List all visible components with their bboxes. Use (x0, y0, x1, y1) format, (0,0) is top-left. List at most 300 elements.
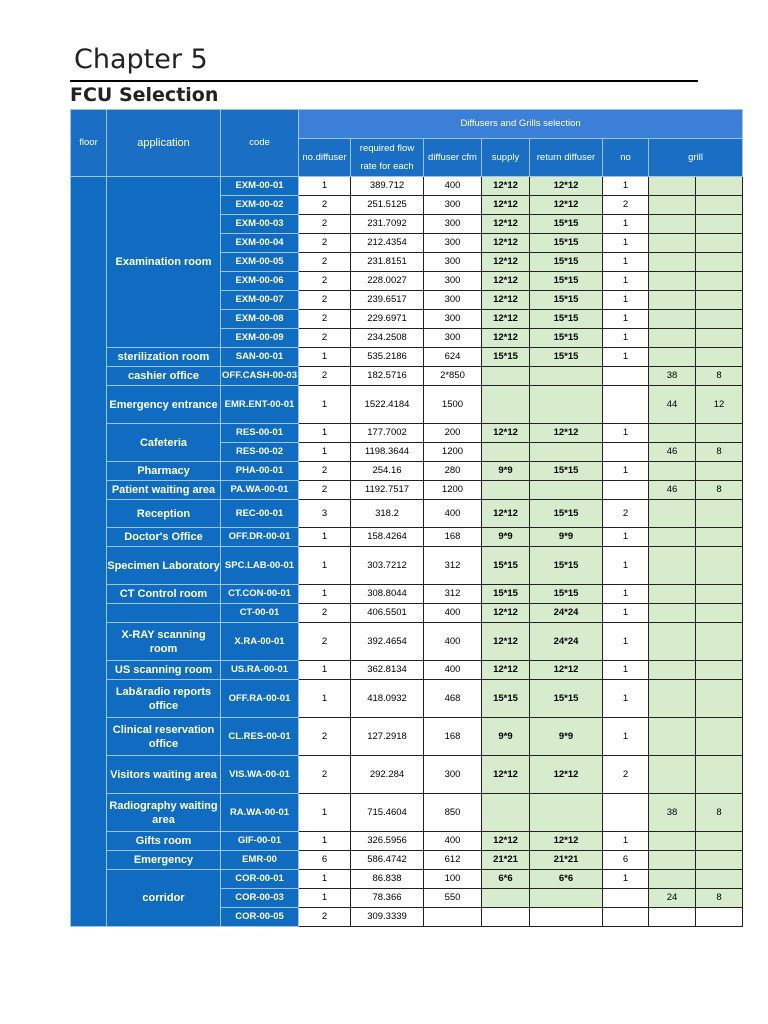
code-cell: EMR-00 (221, 851, 299, 870)
chapter-title: Chapter 5 (74, 44, 208, 75)
code-cell: CT.CON-00-01 (221, 585, 299, 604)
grill-b-cell (696, 908, 743, 927)
no-diffuser-cell: 1 (299, 680, 351, 718)
supply-cell: 9*9 (482, 462, 530, 481)
supply-cell: 12*12 (482, 253, 530, 272)
diffuser-cfm-cell: 312 (424, 585, 482, 604)
return-diffuser-cell: 12*12 (530, 196, 603, 215)
grill-b-cell: 12 (696, 386, 743, 424)
no-cell: 1 (603, 253, 649, 272)
no-diffuser-cell: 2 (299, 272, 351, 291)
grill-a-cell (649, 177, 696, 196)
supply-cell (482, 481, 530, 500)
grill-a-cell (649, 680, 696, 718)
no-cell (603, 367, 649, 386)
table-row (71, 481, 743, 500)
return-diffuser-cell: 15*15 (530, 547, 603, 585)
table-body (71, 110, 743, 927)
diffuser-cfm-cell: 1200 (424, 481, 482, 500)
required-flow-cell: 586.4742 (351, 851, 424, 870)
grill-a-cell (649, 832, 696, 851)
application-cell: Gifts room (107, 832, 221, 851)
table-row (71, 585, 743, 604)
code-cell: VIS.WA-00-01 (221, 756, 299, 794)
no-diffuser-cell: 2 (299, 253, 351, 272)
return-diffuser-cell: 6*6 (530, 870, 603, 889)
application-cell: Clinical reservation office (107, 718, 221, 756)
application-cell: Emergency (107, 851, 221, 870)
supply-cell: 12*12 (482, 661, 530, 680)
no-cell: 1 (603, 310, 649, 329)
required-flow-cell: 86.838 (351, 870, 424, 889)
table-row (71, 604, 743, 623)
floor-cell (71, 177, 107, 927)
no-diffuser-cell: 2 (299, 215, 351, 234)
no-diffuser-cell: 2 (299, 481, 351, 500)
application-cell: Doctor's Office (107, 528, 221, 547)
grill-a-cell (649, 253, 696, 272)
supply-cell: 15*15 (482, 680, 530, 718)
supply-cell (482, 386, 530, 424)
code-cell: EXM-00-08 (221, 310, 299, 329)
grill-b-cell (696, 500, 743, 528)
diffuser-cfm-cell: 300 (424, 272, 482, 291)
floor-label-wrap (71, 557, 106, 574)
diffuser-cfm-cell: 100 (424, 870, 482, 889)
no-cell: 1 (603, 528, 649, 547)
code-cell: EXM-00-07 (221, 291, 299, 310)
grill-b-cell (696, 661, 743, 680)
grill-b-cell (696, 424, 743, 443)
grill-a-cell (649, 585, 696, 604)
supply-cell (482, 908, 530, 927)
grill-a-cell (649, 234, 696, 253)
return-diffuser-cell: 21*21 (530, 851, 603, 870)
return-diffuser-cell: 9*9 (530, 718, 603, 756)
return-diffuser-cell: 12*12 (530, 661, 603, 680)
supply-cell: 12*12 (482, 329, 530, 348)
col-floor-header: floor (71, 110, 107, 177)
diffuser-cfm-cell (424, 908, 482, 927)
no-diffuser-cell: 2 (299, 756, 351, 794)
no-diffuser-cell: 2 (299, 718, 351, 756)
no-cell: 1 (603, 424, 649, 443)
supply-cell: 9*9 (482, 528, 530, 547)
col-return-diffuser-header: return diffuser (530, 139, 603, 177)
no-diffuser-cell: 2 (299, 291, 351, 310)
application-cell: Patient waiting area (107, 481, 221, 500)
no-diffuser-cell: 1 (299, 348, 351, 367)
diffuser-cfm-cell: 168 (424, 528, 482, 547)
required-flow-cell: 254.16 (351, 462, 424, 481)
col-supply-header: supply (482, 139, 530, 177)
required-flow-cell: 177.7002 (351, 424, 424, 443)
no-cell: 1 (603, 234, 649, 253)
grill-a-cell (649, 329, 696, 348)
diffuser-cfm-cell: 200 (424, 424, 482, 443)
diffuser-cfm-cell: 400 (424, 604, 482, 623)
grill-a-cell: 44 (649, 386, 696, 424)
col-application-header: application (107, 110, 221, 177)
no-cell: 6 (603, 851, 649, 870)
table-row (71, 756, 743, 794)
supply-cell: 12*12 (482, 756, 530, 794)
diffuser-cfm-cell: 400 (424, 177, 482, 196)
required-flow-cell: 231.7092 (351, 215, 424, 234)
return-diffuser-cell: 15*15 (530, 272, 603, 291)
grill-a-cell (649, 272, 696, 291)
table-row (71, 424, 743, 443)
section-title: FCU Selection (70, 84, 219, 106)
code-cell: RES-00-01 (221, 424, 299, 443)
grill-b-cell (696, 310, 743, 329)
supply-cell: 15*15 (482, 585, 530, 604)
no-cell: 1 (603, 870, 649, 889)
grill-a-cell (649, 310, 696, 329)
diffuser-cfm-cell: 468 (424, 680, 482, 718)
return-diffuser-cell: 12*12 (530, 424, 603, 443)
return-diffuser-cell: 15*15 (530, 680, 603, 718)
supply-cell: 12*12 (482, 604, 530, 623)
diffuser-cfm-cell: 400 (424, 623, 482, 661)
table-row (71, 623, 743, 661)
no-cell (603, 889, 649, 908)
grill-a-cell: 46 (649, 443, 696, 462)
grill-a-cell (649, 756, 696, 794)
no-diffuser-cell: 2 (299, 329, 351, 348)
table-row (71, 870, 743, 889)
no-cell: 1 (603, 832, 649, 851)
diffuser-cfm-cell: 400 (424, 661, 482, 680)
application-cell: Visitors waiting area (107, 756, 221, 794)
application-cell: US scanning room (107, 661, 221, 680)
table-row (71, 718, 743, 756)
grill-a-cell (649, 500, 696, 528)
no-diffuser-cell: 2 (299, 908, 351, 927)
application-cell: corridor (107, 870, 221, 927)
grill-b-cell: 8 (696, 367, 743, 386)
return-diffuser-cell: 15*15 (530, 329, 603, 348)
diffuser-cfm-cell: 300 (424, 234, 482, 253)
diffuser-cfm-cell: 312 (424, 547, 482, 585)
grill-a-cell (649, 215, 696, 234)
code-cell: RA.WA-00-01 (221, 794, 299, 832)
supply-cell: 9*9 (482, 718, 530, 756)
code-cell: EMR.ENT-00-01 (221, 386, 299, 424)
no-diffuser-cell: 1 (299, 424, 351, 443)
return-diffuser-cell: 15*15 (530, 234, 603, 253)
return-diffuser-cell: 15*15 (530, 215, 603, 234)
application-cell: Specimen Laboratory (107, 547, 221, 585)
grill-a-cell (649, 547, 696, 585)
no-diffuser-cell: 1 (299, 177, 351, 196)
application-cell: Lab&radio reports office (107, 680, 221, 718)
return-diffuser-cell: 24*24 (530, 604, 603, 623)
diffuser-cfm-cell: 400 (424, 500, 482, 528)
application-cell: Examination room (107, 177, 221, 348)
diffuser-cfm-cell: 2*850 (424, 367, 482, 386)
no-cell (603, 481, 649, 500)
required-flow-cell: 228.0027 (351, 272, 424, 291)
table-row (71, 462, 743, 481)
diffusers-grills-group-header: Diffusers and Grills selection (299, 110, 743, 139)
return-diffuser-cell: 15*15 (530, 253, 603, 272)
diffuser-cfm-cell: 850 (424, 794, 482, 832)
no-diffuser-cell: 1 (299, 443, 351, 462)
return-diffuser-cell: 15*15 (530, 462, 603, 481)
code-cell: EXM-00-04 (221, 234, 299, 253)
supply-cell: 12*12 (482, 215, 530, 234)
supply-cell: 12*12 (482, 424, 530, 443)
table-row (71, 794, 743, 832)
col-grill-header: grill (649, 139, 743, 177)
no-diffuser-cell: 1 (299, 528, 351, 547)
diffuser-cfm-cell: 624 (424, 348, 482, 367)
supply-cell (482, 443, 530, 462)
grill-b-cell (696, 348, 743, 367)
required-flow-cell: 292.284 (351, 756, 424, 794)
supply-cell: 15*15 (482, 547, 530, 585)
required-flow-cell: 309.3339 (351, 908, 424, 927)
code-cell: EXM-00-03 (221, 215, 299, 234)
return-diffuser-cell: 9*9 (530, 528, 603, 547)
grill-b-cell (696, 547, 743, 585)
required-flow-cell: 158.4264 (351, 528, 424, 547)
grill-b-cell: 8 (696, 889, 743, 908)
code-cell: EXM-00-01 (221, 177, 299, 196)
supply-cell: 12*12 (482, 177, 530, 196)
return-diffuser-cell (530, 481, 603, 500)
grill-a-cell (649, 528, 696, 547)
grill-b-cell (696, 528, 743, 547)
no-diffuser-cell: 1 (299, 832, 351, 851)
table-row (71, 367, 743, 386)
supply-cell: 21*21 (482, 851, 530, 870)
grill-a-cell (649, 196, 696, 215)
grill-b-cell (696, 851, 743, 870)
no-cell: 1 (603, 680, 649, 718)
return-diffuser-cell: 12*12 (530, 177, 603, 196)
return-diffuser-cell (530, 443, 603, 462)
grill-b-cell (696, 291, 743, 310)
grill-b-cell: 8 (696, 794, 743, 832)
no-diffuser-cell: 1 (299, 794, 351, 832)
diffuser-cfm-cell: 300 (424, 291, 482, 310)
supply-cell: 15*15 (482, 348, 530, 367)
grill-b-cell: 8 (696, 443, 743, 462)
diffuser-cfm-cell: 168 (424, 718, 482, 756)
no-diffuser-cell: 2 (299, 604, 351, 623)
grill-b-cell (696, 215, 743, 234)
no-cell: 1 (603, 623, 649, 661)
no-cell: 1 (603, 272, 649, 291)
required-flow-cell: 229.6971 (351, 310, 424, 329)
no-cell: 1 (603, 462, 649, 481)
code-cell: RES-00-02 (221, 443, 299, 462)
no-cell: 1 (603, 348, 649, 367)
grill-a-cell (649, 623, 696, 661)
supply-cell: 12*12 (482, 832, 530, 851)
no-diffuser-cell: 1 (299, 547, 351, 585)
no-diffuser-cell: 1 (299, 661, 351, 680)
code-cell: OFF.RA-00-01 (221, 680, 299, 718)
required-flow-cell: 362.8134 (351, 661, 424, 680)
no-diffuser-cell: 3 (299, 500, 351, 528)
code-cell: PHA-00-01 (221, 462, 299, 481)
no-diffuser-cell: 1 (299, 889, 351, 908)
code-cell: PA.WA-00-01 (221, 481, 299, 500)
title-rule (70, 80, 698, 82)
grill-b-cell (696, 870, 743, 889)
table-row (71, 348, 743, 367)
return-diffuser-cell (530, 908, 603, 927)
return-diffuser-cell: 12*12 (530, 756, 603, 794)
col-code-header: code (221, 110, 299, 177)
grill-b-cell (696, 177, 743, 196)
col-no-diffuser-header: no.diffuser (299, 139, 351, 177)
no-cell (603, 794, 649, 832)
return-diffuser-cell: 24*24 (530, 623, 603, 661)
grill-b-cell (696, 253, 743, 272)
required-flow-cell: 127.2918 (351, 718, 424, 756)
grill-a-cell (649, 348, 696, 367)
no-cell: 1 (603, 291, 649, 310)
return-diffuser-cell: 15*15 (530, 500, 603, 528)
required-flow-cell: 1198.3644 (351, 443, 424, 462)
header-row-1 (71, 110, 743, 139)
grill-a-cell (649, 851, 696, 870)
no-diffuser-cell: 1 (299, 870, 351, 889)
grill-b-cell (696, 585, 743, 604)
diffuser-cfm-cell: 550 (424, 889, 482, 908)
grill-a-cell (649, 462, 696, 481)
code-cell: SPC.LAB-00-01 (221, 547, 299, 585)
supply-cell: 12*12 (482, 500, 530, 528)
diffuser-cfm-cell: 280 (424, 462, 482, 481)
no-cell: 2 (603, 756, 649, 794)
required-flow-cell: 406.5501 (351, 604, 424, 623)
grill-a-cell (649, 661, 696, 680)
no-cell: 1 (603, 547, 649, 585)
required-flow-cell: 326.5956 (351, 832, 424, 851)
grill-a-cell: 24 (649, 889, 696, 908)
code-cell: EXM-00-05 (221, 253, 299, 272)
no-cell: 1 (603, 718, 649, 756)
application-cell: Reception (107, 500, 221, 528)
diffuser-cfm-cell: 1500 (424, 386, 482, 424)
application-cell: Radiography waiting area (107, 794, 221, 832)
table-row (71, 177, 743, 196)
grill-b-cell (696, 272, 743, 291)
no-cell: 1 (603, 585, 649, 604)
grill-a-cell: 38 (649, 794, 696, 832)
required-flow-cell: 234.2508 (351, 329, 424, 348)
no-cell (603, 386, 649, 424)
application-cell: Cafeteria (107, 424, 221, 462)
diffuser-cfm-cell: 300 (424, 756, 482, 794)
application-cell: Pharmacy (107, 462, 221, 481)
supply-cell (482, 794, 530, 832)
grill-a-cell (649, 424, 696, 443)
required-flow-cell: 1522.4184 (351, 386, 424, 424)
required-flow-cell: 392.4654 (351, 623, 424, 661)
required-flow-cell: 231.8151 (351, 253, 424, 272)
diffuser-cfm-cell: 300 (424, 329, 482, 348)
grill-b-cell (696, 680, 743, 718)
no-diffuser-cell: 2 (299, 623, 351, 661)
required-flow-cell: 418.0932 (351, 680, 424, 718)
grill-b-cell (696, 196, 743, 215)
diffuser-cfm-cell: 612 (424, 851, 482, 870)
required-flow-cell: 318.2 (351, 500, 424, 528)
required-flow-cell: 239.6517 (351, 291, 424, 310)
col-no-header: no (603, 139, 649, 177)
grill-a-cell: 38 (649, 367, 696, 386)
return-diffuser-cell: 15*15 (530, 310, 603, 329)
code-cell: EXM-00-06 (221, 272, 299, 291)
grill-b-cell: 8 (696, 481, 743, 500)
no-cell: 2 (603, 196, 649, 215)
no-cell: 1 (603, 177, 649, 196)
return-diffuser-cell (530, 794, 603, 832)
code-cell: US.RA-00-01 (221, 661, 299, 680)
code-cell: COR-00-01 (221, 870, 299, 889)
return-diffuser-cell: 12*12 (530, 832, 603, 851)
required-flow-cell: 78.366 (351, 889, 424, 908)
no-diffuser-cell: 2 (299, 367, 351, 386)
table-row (71, 851, 743, 870)
application-cell: sterilization room (107, 348, 221, 367)
no-diffuser-cell: 6 (299, 851, 351, 870)
diffuser-cfm-cell: 300 (424, 253, 482, 272)
required-flow-cell: 1192.7517 (351, 481, 424, 500)
table-row (71, 680, 743, 718)
no-cell: 1 (603, 604, 649, 623)
code-cell: CT-00-01 (221, 604, 299, 623)
no-diffuser-cell: 1 (299, 585, 351, 604)
supply-cell (482, 367, 530, 386)
grill-a-cell (649, 718, 696, 756)
grill-b-cell (696, 329, 743, 348)
table-row (71, 661, 743, 680)
code-cell: COR-00-03 (221, 889, 299, 908)
no-cell (603, 908, 649, 927)
supply-cell: 12*12 (482, 623, 530, 661)
application-cell-empty (107, 604, 221, 623)
code-cell: OFF.CASH-00-03 (221, 367, 299, 386)
code-cell: REC-00-01 (221, 500, 299, 528)
required-flow-cell: 251.5125 (351, 196, 424, 215)
supply-cell: 12*12 (482, 272, 530, 291)
grill-b-cell (696, 718, 743, 756)
table-row (71, 547, 743, 585)
application-cell: CT Control room (107, 585, 221, 604)
no-cell: 1 (603, 661, 649, 680)
grill-b-cell (696, 756, 743, 794)
required-flow-cell: 303.7212 (351, 547, 424, 585)
application-cell: Emergency entrance (107, 386, 221, 424)
no-diffuser-cell: 1 (299, 386, 351, 424)
grill-b-cell (696, 623, 743, 661)
supply-cell: 12*12 (482, 196, 530, 215)
required-flow-cell: 182.5716 (351, 367, 424, 386)
diffuser-cfm-cell: 1200 (424, 443, 482, 462)
fcu-selection-table (70, 109, 743, 927)
code-cell: COR-00-05 (221, 908, 299, 927)
required-flow-cell: 308.8044 (351, 585, 424, 604)
table-row (71, 832, 743, 851)
required-flow-cell: 389.712 (351, 177, 424, 196)
